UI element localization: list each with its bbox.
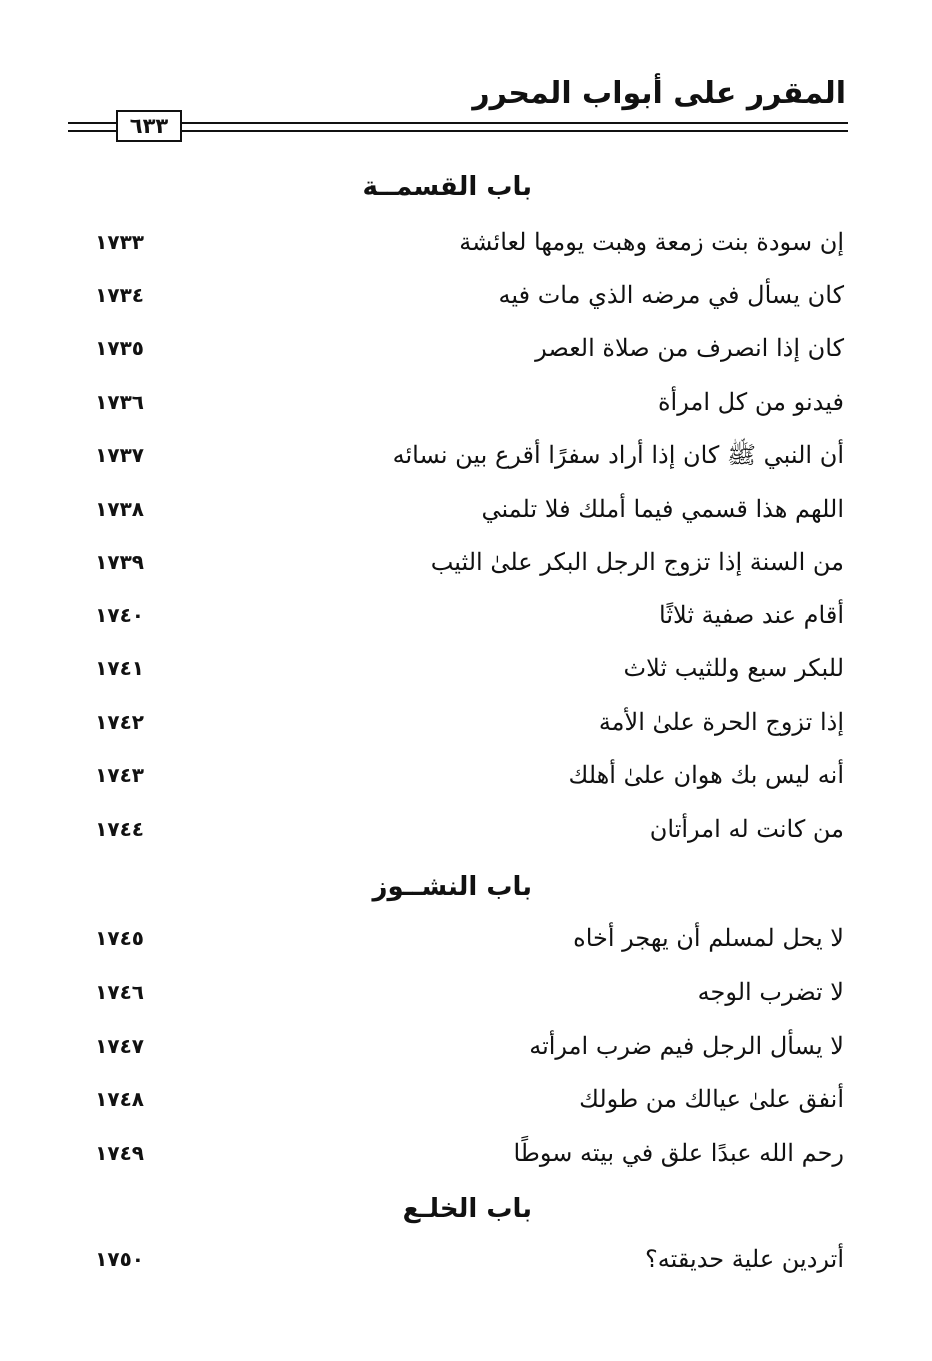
page-number: ٦٣٣	[116, 110, 182, 142]
entry-number: ١٧٣٤	[95, 283, 144, 307]
section-heading: باب القسمــة	[362, 172, 532, 202]
entry-text: أن النبي ﷺ كان إذا أراد سفرًا أقرع بين نسائه	[392, 441, 844, 469]
entry-text: اللهم هذا قسمي فيما أملك فلا تلمني	[481, 495, 844, 523]
entry-number: ١٧٣٣	[95, 230, 144, 254]
running-title: المقرر على أبواب المحرر	[472, 76, 846, 111]
entry-number: ١٧٤٤	[95, 817, 144, 841]
section-heading: باب النشــوز	[372, 872, 532, 902]
entry-text: أتردين علية حديقته؟	[645, 1245, 844, 1273]
entry-text: أقام عند صفية ثلاثًا	[659, 601, 844, 629]
entry-text: لا تضرب الوجه	[697, 978, 844, 1006]
entry-text: فيدنو من كل امرأة	[657, 388, 844, 416]
entry-text: أنفق علىٰ عيالك من طولك	[579, 1085, 844, 1113]
entry-number: ١٧٣٦	[95, 390, 144, 414]
entry-number: ١٧٣٥	[95, 336, 144, 360]
entry-text: من كانت له امرأتان	[649, 815, 844, 843]
entry-number: ١٧٥٠	[95, 1247, 144, 1271]
entry-text: لا يحل لمسلم أن يهجر أخاه	[573, 924, 844, 952]
entry-text: إذا تزوج الحرة علىٰ الأمة	[598, 708, 844, 736]
entry-text: أنه ليس بك هوان علىٰ أهلك	[568, 761, 844, 789]
entry-number: ١٧٤٩	[95, 1141, 144, 1165]
entry-text: رحم الله عبدًا علق في بيته سوطًا	[513, 1139, 844, 1167]
entry-text: كان يسأل في مرضه الذي مات فيه	[498, 281, 844, 309]
section-heading: باب الخلـع	[402, 1194, 532, 1224]
header-rule-top	[68, 122, 848, 124]
entry-number: ١٧٤٠	[95, 603, 144, 627]
entry-number: ١٧٣٩	[95, 550, 144, 574]
entry-number: ١٧٣٧	[95, 443, 144, 467]
entry-text: من السنة إذا تزوج الرجل البكر علىٰ الثيب	[430, 548, 844, 576]
entry-number: ١٧٤٧	[95, 1034, 144, 1058]
entry-text: كان إذا انصرف من صلاة العصر	[535, 334, 844, 362]
entry-number: ١٧٤٨	[95, 1087, 144, 1111]
entry-number: ١٧٤٥	[95, 926, 144, 950]
entry-text: لا يسأل الرجل فيم ضرب امرأته	[529, 1032, 844, 1060]
entry-number: ١٧٤٦	[95, 980, 144, 1004]
entry-number: ١٧٤٢	[95, 710, 144, 734]
entry-text: إن سودة بنت زمعة وهبت يومها لعائشة	[459, 228, 844, 256]
entry-number: ١٧٤٣	[95, 763, 144, 787]
header-rule-bottom	[68, 130, 848, 132]
entry-number: ١٧٤١	[95, 656, 144, 680]
entry-number: ١٧٣٨	[95, 497, 144, 521]
entry-text: للبكر سبع وللثيب ثلاث	[623, 654, 844, 682]
